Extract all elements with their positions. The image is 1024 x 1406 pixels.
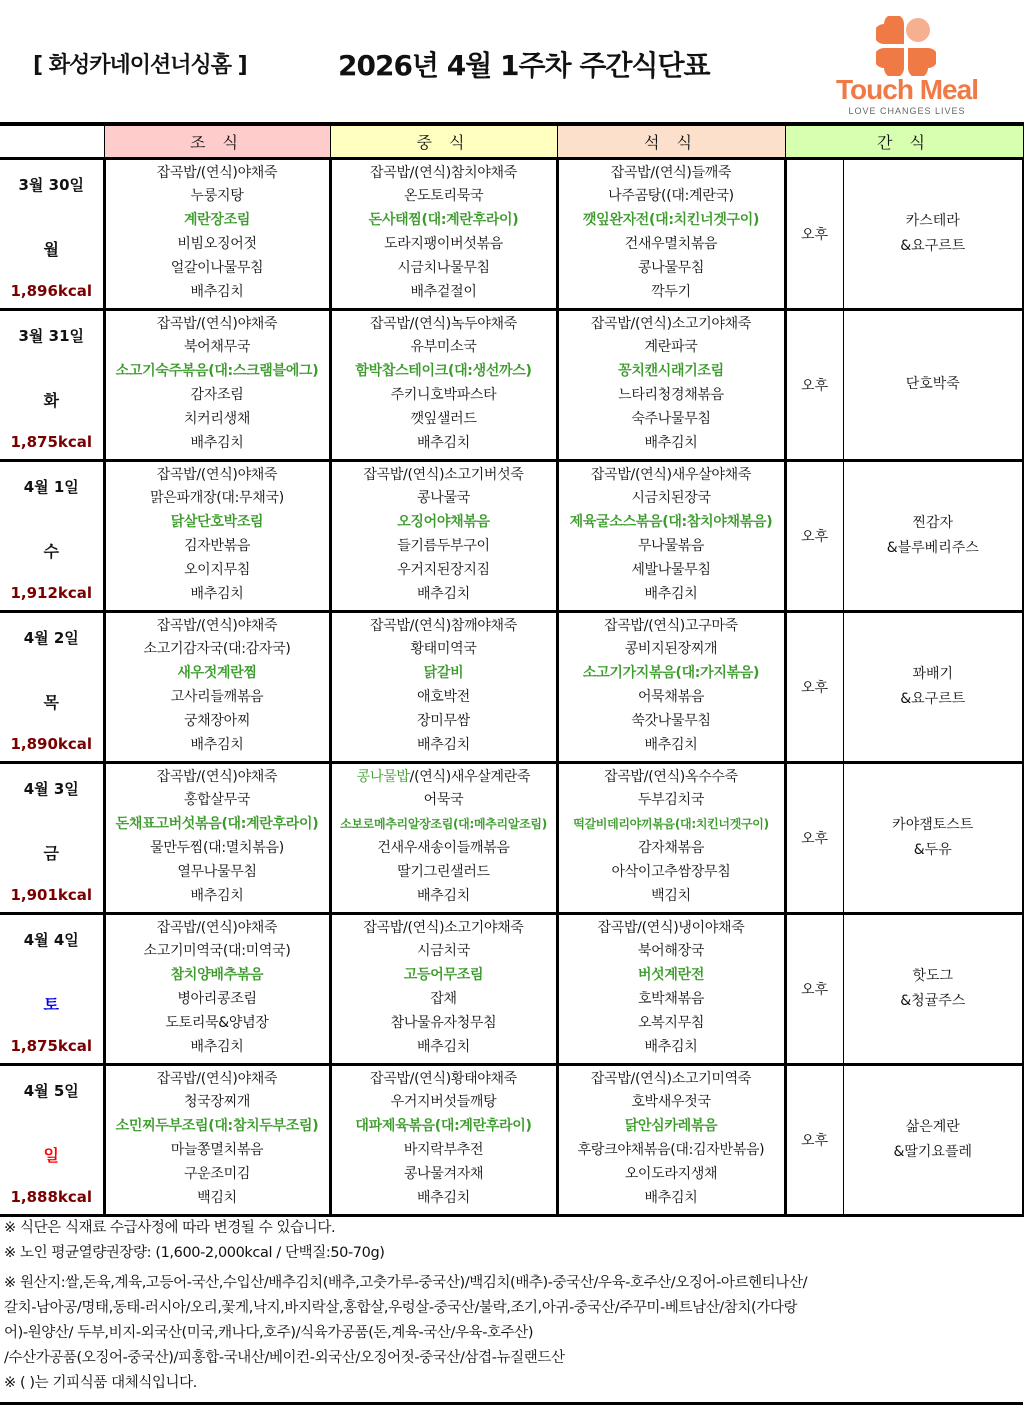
main-dish-item: 오징어야채볶음 — [397, 514, 490, 531]
menu-item: 유부미소국 — [410, 339, 477, 356]
snack-item: 단호박죽 — [905, 376, 960, 392]
menu-header-row — [0, 124, 1023, 158]
menu-item: 콩비지된장찌개 — [624, 641, 718, 658]
day-row — [0, 460, 1023, 611]
day-row — [0, 158, 1023, 309]
date-label: 4월 1일 — [23, 477, 79, 496]
snack-cell — [843, 158, 1023, 309]
menu-item: 배추김치 — [644, 434, 698, 451]
date-cell — [0, 913, 104, 1064]
menu-item: 배추김치 — [644, 585, 698, 602]
menu-item: 백김치 — [651, 887, 691, 904]
menu-item: 건새우멸치볶음 — [624, 235, 718, 252]
page-title: 2026년 4월 1주차 주간식단표 — [338, 49, 710, 82]
date-cell — [0, 309, 104, 460]
menu-item: 우거지된장지짐 — [397, 561, 490, 578]
menu-item: 배추김치 — [417, 1189, 470, 1206]
date-cell — [0, 611, 104, 762]
snack-item: 핫도그 — [912, 967, 954, 984]
note-origin-line: 갈치-남아공/명태,동태-러시아/오리,꽃게,낙지,바지락살,홍합살,우렁살-중국산/불락,조기,아귀-중국산/주꾸미-베트남산/참치(가다랑 — [4, 1300, 798, 1316]
dinner-cell — [557, 611, 785, 762]
clover-heart-icon — [876, 16, 936, 76]
snack-item: 찐감자 — [912, 514, 954, 531]
menu-item: 우거지버섯들깨탕 — [390, 1094, 497, 1111]
snack-item: 삶은계란 — [905, 1118, 960, 1135]
lunch-cell — [330, 158, 557, 309]
menu-item: 깻잎샐러드 — [410, 410, 477, 427]
menu-item: 잡곡밥/(연식)소고기야채죽 — [363, 919, 524, 936]
menu-item: 물만두찜(대:멸치볶음) — [150, 839, 284, 856]
menu-item: 잡곡밥/(연식)냉이야채죽 — [597, 919, 745, 936]
menu-item: 누룽지탕 — [190, 188, 244, 205]
menu-item: 애호박전 — [417, 688, 470, 705]
menu-item: 치커리생채 — [183, 410, 251, 427]
menu-item: 딸기그린샐러드 — [397, 863, 490, 880]
snack-cell — [843, 1064, 1023, 1215]
menu-item: 배추김치 — [190, 1038, 244, 1055]
snack-cell — [843, 309, 1023, 460]
menu-item: 잡곡밥/(연식)녹두야채죽 — [370, 315, 517, 332]
main-dish-item: 깻잎완자전(대:치킨너겟구이) — [582, 212, 760, 229]
menu-item: 잡곡밥/(연식)야채죽 — [156, 164, 278, 181]
main-dish-item: 참치양배추볶음 — [170, 967, 264, 984]
date-label: 3월 30일 — [18, 175, 84, 194]
menu-item: 오복지무침 — [637, 1014, 705, 1031]
dow-label: 토 — [43, 994, 59, 1014]
menu-item: 잡곡밥/(연식)야채죽 — [156, 466, 278, 483]
menu-item: 고사리들깨볶음 — [170, 688, 264, 705]
snack-item: 꽈배기 — [912, 665, 954, 682]
menu-item: 황태미역국 — [410, 641, 477, 658]
menu-item: 콩나물무침 — [637, 259, 705, 276]
menu-item: 잡곡밥/(연식)야채죽 — [156, 768, 278, 785]
day-row — [0, 309, 1023, 460]
menu-item: 호박채볶음 — [637, 990, 705, 1007]
note-substitute: ※ ( )는 기피식품 대체식입니다. — [4, 1375, 197, 1391]
menu-item: 배추김치 — [644, 1189, 698, 1206]
menu-item: 콩나물국 — [417, 490, 470, 507]
logo-tagline: LOVE CHANGES LIVES — [848, 106, 966, 116]
date-label: 4월 3일 — [23, 779, 79, 798]
menu-item: 북어채무국 — [183, 339, 251, 356]
menu-item: 잡곡밥/(연식)소고기미역죽 — [590, 1070, 752, 1087]
day-row — [0, 611, 1023, 762]
facility-name: [ 화성카네이션너싱홈 ] — [33, 53, 247, 78]
menu-item: 세발나물무침 — [631, 561, 711, 578]
menu-item: 바지락부추전 — [403, 1141, 484, 1158]
menu-item: 아삭이고추쌈장무침 — [611, 863, 731, 880]
lunch-cell — [330, 913, 557, 1064]
lunch-cell — [330, 762, 557, 913]
dow-label: 금 — [43, 843, 59, 863]
main-dish-item: 돈사태찜(대:계란후라이) — [368, 212, 519, 229]
menu-item: 청국장찌개 — [183, 1094, 251, 1111]
main-dish-item: 돈채표고버섯볶음(대:계란후라이) — [115, 816, 319, 833]
menu-item: 도라지팽이버섯볶음 — [383, 235, 503, 252]
menu-item: 배추김치 — [644, 736, 698, 753]
menu-item: 감자채볶음 — [637, 839, 705, 856]
breakfast-cell — [104, 309, 330, 460]
menu-item: 소고기감자국(대:감자국) — [143, 641, 291, 658]
menu-item: 얼갈이나물무침 — [170, 259, 264, 276]
menu-item: 배추김치 — [417, 434, 470, 451]
menu-item: 잡곡밥/(연식)야채죽 — [156, 1070, 278, 1087]
main-dish-item: 새우젓계란찜 — [177, 665, 257, 682]
menu-item: 배추김치 — [417, 887, 470, 904]
menu-item: 호박새우젓국 — [631, 1094, 711, 1111]
menu-item: 감자조림 — [190, 386, 244, 403]
menu-item: 배추김치 — [190, 736, 244, 753]
menu-item: 시금치된장국 — [631, 490, 711, 507]
main-dish-item: 소고기가지볶음(대:가지볶음) — [582, 665, 760, 682]
menu-item: 잡곡밥/(연식)옥수수죽 — [604, 768, 738, 785]
kcal-label: 1,912kcal — [10, 583, 93, 602]
main-dish-item: 소보로메추리알장조림(대:메추리알조림) — [340, 817, 547, 832]
day-row — [0, 1064, 1023, 1215]
menu-item: 들기름두부구이 — [397, 537, 490, 554]
snack-item: 카스테라 — [905, 212, 960, 229]
dinner-cell — [557, 762, 785, 913]
menu-item: 잡곡밥/(연식)야채죽 — [156, 919, 278, 936]
main-dish-item: 꽁치캔시래기조림 — [618, 363, 724, 380]
menu-item: 숙주나물무침 — [631, 410, 711, 427]
date-cell — [0, 1064, 104, 1215]
date-label: 4월 4일 — [23, 930, 79, 949]
menu-item: 배추김치 — [417, 585, 470, 602]
snack-cell — [843, 762, 1023, 913]
menu-item: 잡채 — [430, 990, 457, 1007]
menu-item: 건새우새송이들깨볶음 — [377, 839, 510, 856]
snack-cell — [843, 611, 1023, 762]
menu-item: 잡곡밥/(연식)야채죽 — [156, 315, 278, 332]
kcal-label: 1,901kcal — [10, 885, 93, 904]
note-calorie-guideline: ※ 노인 평균열량권장량: (1,600-2,000kcal / 단백질:50-70g) — [4, 1245, 385, 1261]
main-dish-item: 대파제육볶음(대:계란후라이) — [355, 1118, 532, 1135]
main-dish-item: 소고기숙주볶음(대:스크램블에그) — [115, 363, 319, 380]
menu-item: 잡곡밥/(연식)야채죽 — [156, 617, 278, 634]
kcal-label: 1,875kcal — [10, 1036, 93, 1055]
menu-item: 잡곡밥/(연식)들깨죽 — [610, 164, 732, 181]
main-dish-item: 함박찹스테이크(대:생선까스) — [355, 363, 532, 380]
lunch-cell — [330, 1064, 557, 1215]
menu-item: 깍두기 — [651, 283, 691, 300]
snack-cell — [843, 913, 1023, 1064]
main-dish-item: 닭살단호박조림 — [170, 514, 264, 531]
menu-item: 잡곡밥/(연식)고구마죽 — [604, 617, 738, 634]
snack-item: &딸기요플레 — [893, 1143, 973, 1160]
snack-time: 오후 — [785, 1064, 843, 1215]
snack-item: 카야잼토스트 — [892, 816, 974, 833]
dow-label: 일 — [43, 1145, 59, 1165]
dinner-cell — [557, 1064, 785, 1215]
breakfast-cell — [104, 611, 330, 762]
menu-item: 구운조미김 — [183, 1165, 251, 1182]
bottom-border — [0, 1402, 1023, 1405]
note-origin-line: 어)-원양산/ 두부,비지-외국산(미국,캐나다,호주)/식육가공품(돈,계육-국산/우육-호주산) — [4, 1325, 534, 1341]
main-dish-item: 고등어무조림 — [403, 967, 484, 984]
snack-time: 오후 — [785, 611, 843, 762]
main-dish-item: 닭안심카레볶음 — [624, 1118, 718, 1135]
menu-item: 백김치 — [197, 1189, 237, 1206]
date-cell — [0, 460, 104, 611]
menu-item: 북어해장국 — [637, 943, 705, 960]
breakfast-cell — [104, 762, 330, 913]
menu-item: 오이지무침 — [183, 561, 251, 578]
menu-item: 어묵국 — [423, 792, 464, 809]
menu-item: 소고기미역국(대:미역국) — [143, 943, 291, 960]
menu-item: 온도토리묵국 — [403, 188, 484, 205]
menu-item: 느타리청경채볶음 — [618, 386, 724, 403]
dinner-cell — [557, 309, 785, 460]
menu-item: 배추김치 — [417, 1038, 470, 1055]
menu-item: 두부김치국 — [637, 792, 705, 809]
dinner-cell — [557, 158, 785, 309]
menu-item-rest: /(연식)새우살계란죽 — [409, 768, 531, 785]
menu-item: 잡곡밥/(연식)황태야채죽 — [370, 1070, 517, 1087]
main-dish-item: 계란장조림 — [183, 212, 251, 229]
weekly-menu-table — [0, 122, 1024, 1217]
menu-item: 배추김치 — [190, 887, 244, 904]
date-cell — [0, 762, 104, 913]
menu-item: 궁채장아찌 — [183, 712, 251, 729]
menu-item: 배추김치 — [190, 434, 244, 451]
menu-item: 배추김치 — [417, 736, 470, 753]
main-dish-item: 소민찌두부조림(대:참치두부조림) — [115, 1118, 319, 1135]
logo-brand-text: Touch Meal — [836, 74, 978, 105]
menu-item: 열무나물무침 — [177, 863, 257, 880]
menu-item: 잡곡밥/(연식)소고기야채죽 — [590, 315, 752, 332]
snack-item: &요구르트 — [900, 690, 966, 707]
dinner-cell — [557, 913, 785, 1064]
breakfast-cell — [104, 158, 330, 309]
breakfast-cell — [104, 913, 330, 1064]
dinner-header: 석 식 — [557, 124, 785, 158]
menu-item: 시금치나물무침 — [397, 259, 490, 276]
snack-item: &청귤주스 — [900, 992, 966, 1009]
snack-time: 오후 — [785, 309, 843, 460]
menu-notes — [4, 1216, 1020, 1396]
snack-time: 오후 — [785, 913, 843, 1064]
menu-item: 홍합살무국 — [183, 792, 251, 809]
menu-body — [0, 158, 1023, 1215]
dow-label: 화 — [43, 390, 59, 410]
menu-item: 병아리콩조림 — [177, 990, 257, 1007]
menu-item: 오이도라지생채 — [624, 1165, 718, 1182]
menu-item: 마늘쫑멸치볶음 — [170, 1141, 264, 1158]
menu-item: 김자반볶음 — [183, 537, 251, 554]
menu-item: 어묵채볶음 — [637, 688, 705, 705]
special-rice-label: 콩나물밥 — [356, 768, 410, 785]
lunch-cell — [330, 309, 557, 460]
menu-item: 시금치국 — [417, 943, 470, 960]
note-origin-line: /수산가공품(오징어-중국산)/피홍합-국내산/베이컨-외국산/오징어젓-중국산/삼겹-뉴질랜드산 — [4, 1350, 565, 1366]
note-change-notice: ※ 식단은 식재료 수급사정에 따라 변경될 수 있습니다. — [4, 1220, 336, 1236]
snack-time: 오후 — [785, 158, 843, 309]
date-label: 3월 31일 — [18, 326, 84, 345]
day-row — [0, 762, 1023, 913]
menu-item: 후랑크야채볶음(대:김자반볶음) — [577, 1141, 765, 1158]
menu-item: 배추겉절이 — [410, 283, 477, 300]
menu-item: 배추김치 — [190, 283, 244, 300]
dow-label: 월 — [43, 239, 59, 259]
menu-item: 도토리묵&양념장 — [165, 1014, 269, 1031]
snack-header: 간 식 — [785, 124, 1023, 158]
snack-cell — [843, 460, 1023, 611]
date-label: 4월 2일 — [23, 628, 79, 647]
day-row — [0, 913, 1023, 1064]
kcal-label: 1,896kcal — [10, 281, 93, 300]
kcal-label: 1,875kcal — [10, 432, 93, 451]
main-dish-item: 제육굴소스볶음(대:참치야채볶음) — [569, 514, 773, 531]
breakfast-cell — [104, 460, 330, 611]
menu-item: 잡곡밥/(연식)참깨야채죽 — [370, 617, 517, 634]
dinner-cell — [557, 460, 785, 611]
dow-label: 수 — [43, 541, 59, 561]
touch-meal-logo — [824, 14, 990, 118]
main-dish-item: 닭갈비 — [423, 665, 464, 682]
lunch-cell — [330, 460, 557, 611]
menu-item — [332, 766, 556, 790]
snack-item: &블루베리주스 — [886, 539, 979, 556]
snack-item: &요구르트 — [900, 237, 966, 254]
date-label: 4월 5일 — [23, 1081, 79, 1100]
lunch-header: 중 식 — [330, 124, 557, 158]
menu-item: 계란파국 — [644, 339, 698, 356]
kcal-label: 1,888kcal — [10, 1187, 93, 1206]
menu-item: 배추김치 — [190, 585, 244, 602]
date-column-header — [0, 124, 104, 158]
menu-item: 비빔오징어젓 — [177, 235, 257, 252]
menu-item: 잡곡밥/(연식)새우살야채죽 — [590, 466, 752, 483]
menu-item: 잡곡밥/(연식)참치야채죽 — [370, 164, 517, 181]
note-origin-line: ※ 원산지:쌀,돈육,계육,고등어-국산,수입산/배추김치(배추,고춧가루-중국산)/백김치(배추)-중국산/우육-호주산/오징어-아르헨티나산/ — [4, 1275, 808, 1291]
date-cell — [0, 158, 104, 309]
main-dish-item: 떡갈비데리야끼볶음(대:치킨너겟구이) — [573, 817, 769, 832]
breakfast-cell — [104, 1064, 330, 1215]
snack-time: 오후 — [785, 460, 843, 611]
menu-item: 장미무쌈 — [417, 712, 470, 729]
menu-item: 주키니호박파스타 — [390, 386, 497, 403]
menu-item: 무나물볶음 — [637, 537, 705, 554]
menu-item: 배추김치 — [644, 1038, 698, 1055]
main-dish-item: 버섯계란전 — [637, 967, 705, 984]
breakfast-header: 조 식 — [104, 124, 330, 158]
menu-item: 참나물유자청무침 — [390, 1014, 497, 1031]
menu-item: 쑥갓나물무침 — [631, 712, 711, 729]
dow-label: 목 — [43, 692, 59, 712]
menu-item: 나주곰탕((대:계란국) — [608, 188, 734, 205]
menu-item: 맑은파개장(대:무채국) — [150, 490, 284, 507]
kcal-label: 1,890kcal — [10, 734, 93, 753]
menu-item: 콩나물겨자채 — [403, 1165, 484, 1182]
snack-time: 오후 — [785, 762, 843, 913]
menu-item: 잡곡밥/(연식)소고기버섯죽 — [363, 466, 524, 483]
snack-item: &두유 — [913, 841, 952, 858]
lunch-cell — [330, 611, 557, 762]
